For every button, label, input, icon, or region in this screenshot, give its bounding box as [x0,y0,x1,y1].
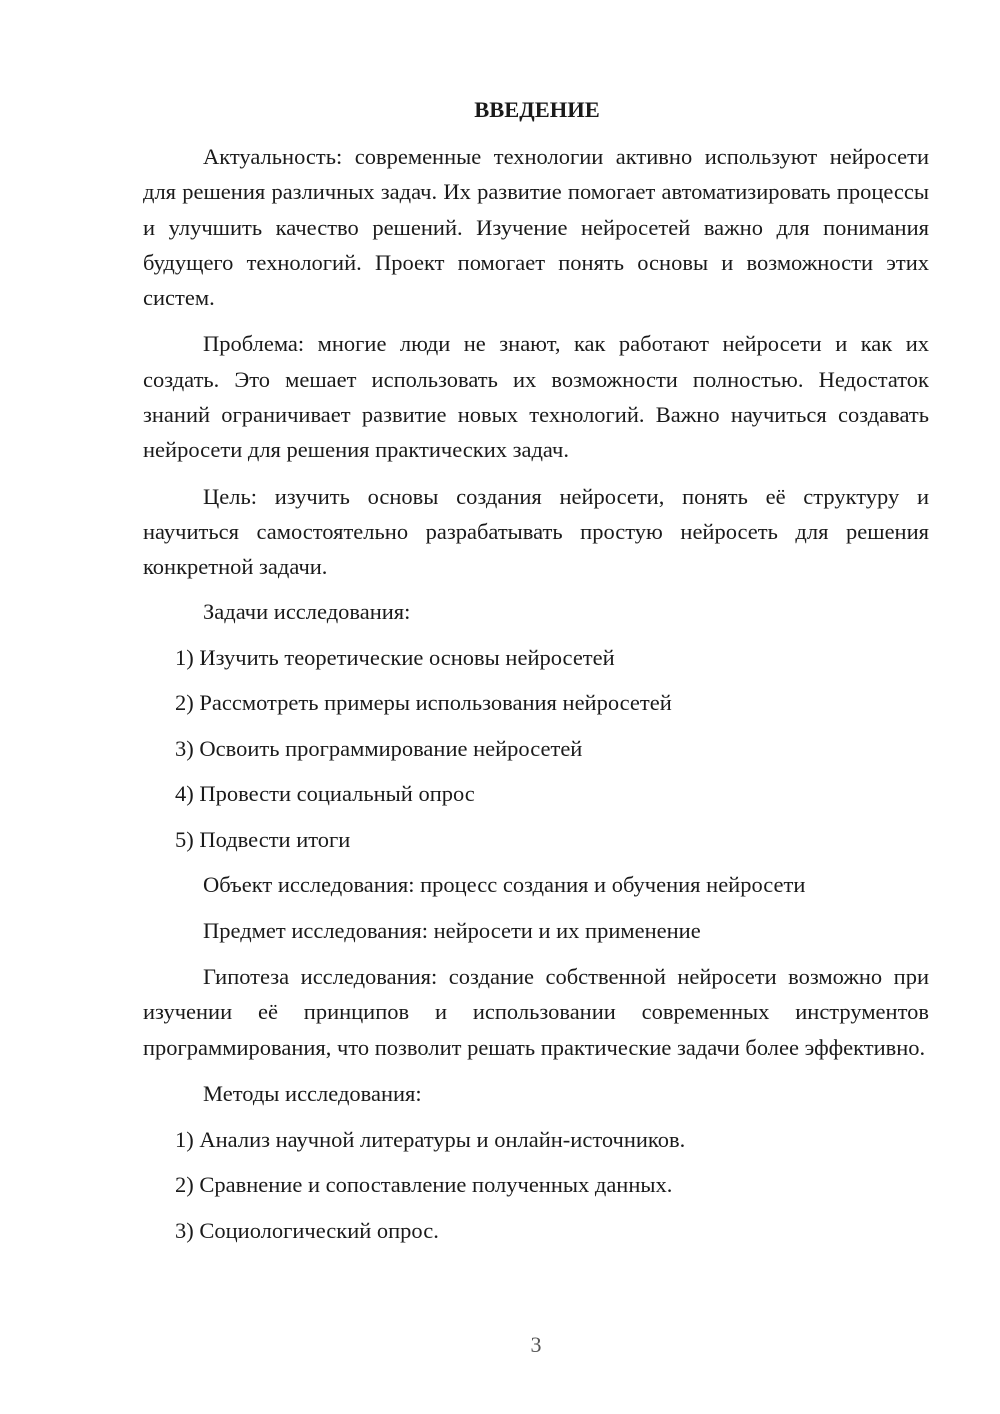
methods-list [143,1122,929,1259]
methods-heading: Методы исследования: [203,1080,422,1106]
section-title: ВВЕДЕНИЕ [474,97,600,122]
tasks-heading: Задачи исследования: [203,598,411,624]
subject-line: Предмет исследования: нейросети и их применение [203,918,701,944]
problem-paragraph: Проблема: многие люди не знают, как работают нейросети и как их создать. Это мешает использовать их возможности полностью. Недостаток знаний ограничивает развитие новых технологий. Важно научиться создавать нейросети для решения практических задач. [143,331,929,463]
hypothesis-paragraph: Гипотеза исследования: создание собственной нейросети возможно при изучении её принципов и использовании современных инструментов программирования, что позволит решать практические задачи более эффективно. [143,964,929,1060]
document-page [143,95,929,1258]
list-item: 2) Рассмотреть примеры использования нейросетей [175,690,672,716]
goal-paragraph: Цель: изучить основы создания нейросети, понять её структуру и научиться самостоятельно разрабатывать простую нейросеть для решения конкретной задачи. [143,483,929,580]
list-item: 3) Освоить программирование нейросетей [175,735,583,761]
list-item: 2) Сравнение и сопоставление полученных данных. [175,1172,673,1198]
relevance-paragraph: Актуальность: современные технологии активно используют нейросети для решения различных задач. Их развитие помогает автоматизировать процессы и улучшить качество решений. Изучение нейросетей важно для понимания будущего технологий. Проект помогает понять основы и возможности этих систем. [143,144,929,311]
list-item: 1) Изучить теоретические основы нейросетей [175,644,615,670]
list-item: 3) Социологический опрос. [175,1217,439,1243]
list-item: 4) Провести социальный опрос [175,781,475,807]
object-line: Объект исследования: процесс создания и обучения нейросети [203,872,806,898]
page-number: 3 [530,1332,542,1357]
list-item: 1) Анализ научной литературы и онлайн-источников. [175,1126,686,1152]
list-item: 5) Подвести итоги [175,826,351,852]
tasks-list [143,640,929,868]
